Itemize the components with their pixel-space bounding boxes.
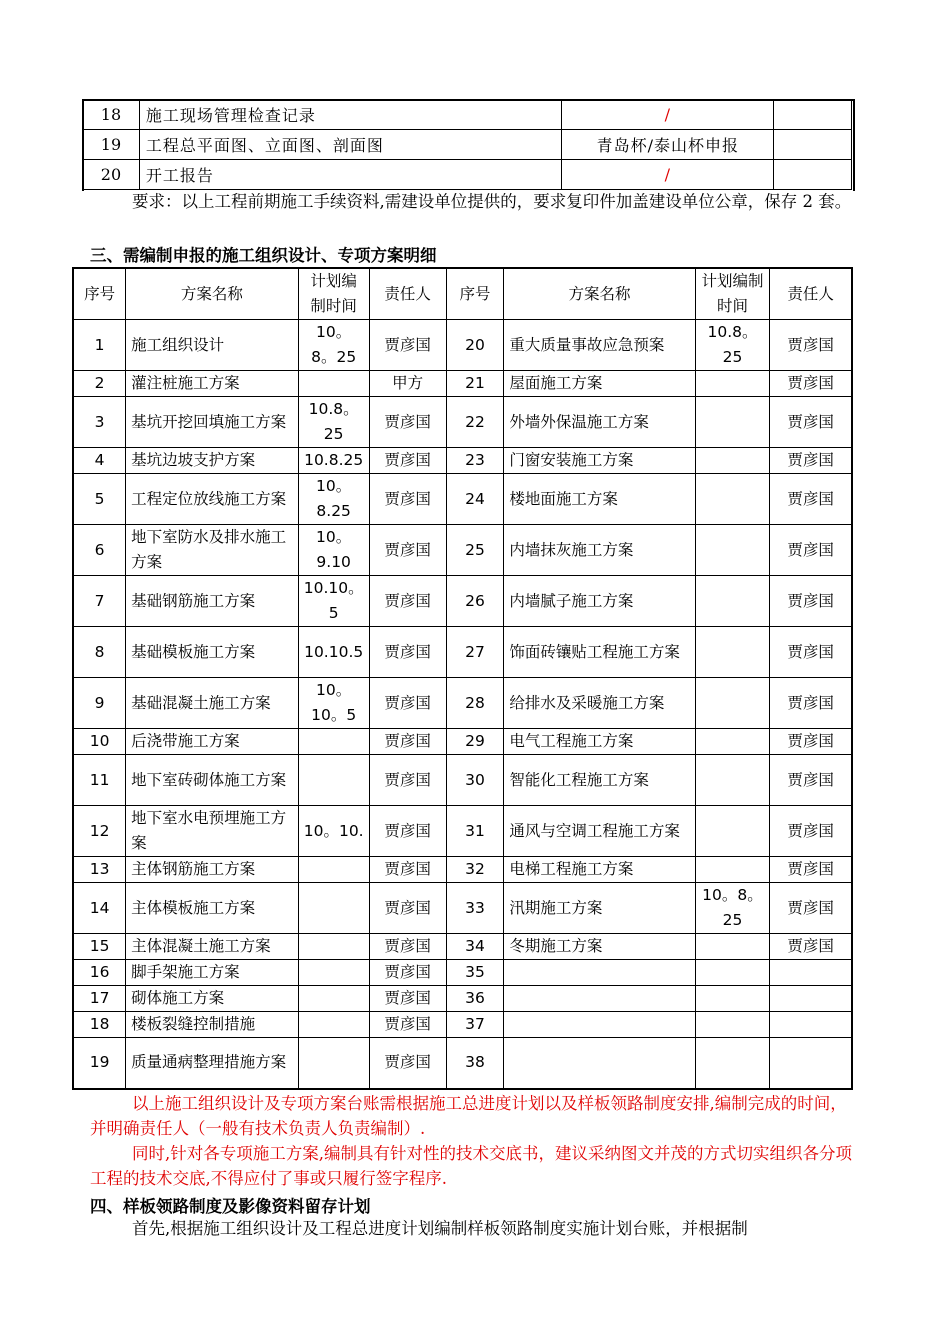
responsible-person: 贾彦国 (369, 320, 446, 371)
empty-cell (774, 100, 852, 130)
plan-time: 10.8.25 (298, 448, 369, 474)
table-row (73, 960, 852, 986)
plan-time (695, 729, 770, 755)
column-header: 序号 (73, 268, 126, 320)
plan-number: 21 (446, 371, 504, 397)
table-row (73, 576, 852, 627)
remark-cell: / (562, 160, 774, 190)
plan-time (695, 1012, 770, 1038)
plan-name: 给排水及采暖施工方案 (504, 678, 695, 729)
responsible-person: 贾彦国 (770, 755, 852, 806)
responsible-person: 贾彦国 (369, 1038, 446, 1089)
plan-number: 34 (446, 934, 504, 960)
table-row (73, 1012, 852, 1038)
plan-time (695, 397, 770, 448)
plan-name: 汛期施工方案 (504, 883, 695, 934)
responsible-person: 贾彦国 (770, 448, 852, 474)
plan-name: 地下室砖砌体施工方案 (126, 755, 299, 806)
plan-number: 18 (73, 1012, 126, 1038)
plan-time (298, 960, 369, 986)
plan-name: 主体模板施工方案 (126, 883, 299, 934)
plan-name: 脚手架施工方案 (126, 960, 299, 986)
plan-name: 重大质量事故应急预案 (504, 320, 695, 371)
plan-time: 10。10。5 (298, 678, 369, 729)
table-row (83, 100, 852, 130)
responsible-person: 贾彦国 (369, 986, 446, 1012)
table-row (73, 525, 852, 576)
responsible-person: 贾彦国 (369, 397, 446, 448)
plan-name: 基坑边坡支护方案 (126, 448, 299, 474)
column-header: 计划编制时间 (298, 268, 369, 320)
responsible-person (770, 986, 852, 1012)
responsible-person: 贾彦国 (770, 397, 852, 448)
plan-name (504, 1038, 695, 1089)
responsible-person: 贾彦国 (770, 627, 852, 678)
responsible-person: 贾彦国 (369, 1012, 446, 1038)
column-header: 方案名称 (504, 268, 695, 320)
plan-name: 砌体施工方案 (126, 986, 299, 1012)
table-row (73, 627, 852, 678)
responsible-person: 贾彦国 (369, 525, 446, 576)
plan-number: 23 (446, 448, 504, 474)
column-header: 方案名称 (126, 268, 299, 320)
responsible-person: 贾彦国 (770, 474, 852, 525)
responsible-person: 贾彦国 (369, 576, 446, 627)
plan-time (298, 1038, 369, 1089)
table-row (73, 857, 852, 883)
plan-name: 电梯工程施工方案 (504, 857, 695, 883)
plan-time (695, 960, 770, 986)
plan-time (695, 806, 770, 857)
plan-number: 19 (73, 1038, 126, 1089)
plan-number: 7 (73, 576, 126, 627)
remark-cell: 青岛杯/泰山杯申报 (562, 130, 774, 160)
responsible-person: 贾彦国 (369, 729, 446, 755)
responsible-person: 贾彦国 (770, 678, 852, 729)
plan-number: 24 (446, 474, 504, 525)
plan-number: 8 (73, 627, 126, 678)
responsible-person (770, 1012, 852, 1038)
plan-time: 10。8。25 (298, 320, 369, 371)
table-row (73, 806, 852, 857)
plan-number: 38 (446, 1038, 504, 1089)
plan-name: 基坑开挖回填施工方案 (126, 397, 299, 448)
plan-number: 12 (73, 806, 126, 857)
closing-paragraph: 首先,根据施工组织设计及工程总进度计划编制样板领路制度实施计划台账，并根据制 (132, 1219, 748, 1238)
responsible-person: 贾彦国 (369, 474, 446, 525)
plan-name: 智能化工程施工方案 (504, 755, 695, 806)
responsible-person (770, 960, 852, 986)
plan-time: 10.8。25 (695, 320, 770, 371)
table-row (83, 160, 852, 190)
plan-time: 10。8.25 (298, 474, 369, 525)
plan-name: 饰面砖镶贴工程施工方案 (504, 627, 695, 678)
table-row (73, 883, 852, 934)
plan-number: 26 (446, 576, 504, 627)
plan-name: 楼板裂缝控制措施 (126, 1012, 299, 1038)
plan-number: 6 (73, 525, 126, 576)
plan-time (298, 934, 369, 960)
plan-number: 15 (73, 934, 126, 960)
plan-number: 20 (446, 320, 504, 371)
responsible-person: 贾彦国 (369, 678, 446, 729)
table-row (73, 320, 852, 371)
plan-time: 10.10。5 (298, 576, 369, 627)
table-row (83, 130, 852, 160)
table-row (73, 755, 852, 806)
plan-number: 22 (446, 397, 504, 448)
table-row (73, 986, 852, 1012)
plan-number: 4 (73, 448, 126, 474)
plan-name: 地下室防水及排水施工方案 (126, 525, 299, 576)
plan-number: 1 (73, 320, 126, 371)
table-row (73, 371, 852, 397)
plan-time: 10.10.5 (298, 627, 369, 678)
row-number: 18 (83, 100, 140, 130)
prior-documents-table (82, 99, 852, 190)
section-3-heading: 三、需编制申报的施工组织设计、专项方案明细 (90, 246, 437, 265)
plan-number: 32 (446, 857, 504, 883)
empty-cell (774, 130, 852, 160)
plan-name: 楼地面施工方案 (504, 474, 695, 525)
plan-name (504, 960, 695, 986)
responsible-person: 贾彦国 (369, 448, 446, 474)
plan-name: 基础钢筋施工方案 (126, 576, 299, 627)
column-header: 序号 (446, 268, 504, 320)
responsible-person: 贾彦国 (770, 320, 852, 371)
table-row (73, 397, 852, 448)
header-row (73, 268, 852, 320)
column-header: 责任人 (770, 268, 852, 320)
plan-number: 35 (446, 960, 504, 986)
plan-time (695, 857, 770, 883)
plan-time (695, 627, 770, 678)
plan-time (695, 525, 770, 576)
plan-number: 5 (73, 474, 126, 525)
responsible-person (770, 1038, 852, 1089)
plan-time (298, 371, 369, 397)
plan-time (695, 576, 770, 627)
plan-name: 内墙腻子施工方案 (504, 576, 695, 627)
plan-number: 29 (446, 729, 504, 755)
plan-number: 13 (73, 857, 126, 883)
plan-name: 主体混凝土施工方案 (126, 934, 299, 960)
plan-name: 地下室水电预埋施工方案 (126, 806, 299, 857)
plan-name: 基础混凝土施工方案 (126, 678, 299, 729)
responsible-person: 贾彦国 (770, 576, 852, 627)
plan-name: 工程定位放线施工方案 (126, 474, 299, 525)
plan-number: 37 (446, 1012, 504, 1038)
row-number: 19 (83, 130, 140, 160)
plan-time (695, 371, 770, 397)
plan-number: 33 (446, 883, 504, 934)
responsible-person: 贾彦国 (369, 857, 446, 883)
plan-number: 17 (73, 986, 126, 1012)
plan-time (695, 1038, 770, 1089)
red-note-2: 同时,针对各专项施工方案,编制具有针对性的技术交底书，建议采纳图文并茂的方式切实组织各分项工程的技术交底,不得应付了事或只履行签字程序. (90, 1144, 852, 1188)
remark-cell: / (562, 100, 774, 130)
table-row (73, 474, 852, 525)
plan-number: 28 (446, 678, 504, 729)
responsible-person: 甲方 (369, 371, 446, 397)
plan-time (298, 729, 369, 755)
plan-number: 27 (446, 627, 504, 678)
plan-name: 主体钢筋施工方案 (126, 857, 299, 883)
plan-time (298, 986, 369, 1012)
table-row (73, 934, 852, 960)
table-row (73, 678, 852, 729)
plan-number: 9 (73, 678, 126, 729)
document-name: 施工现场管理检查记录 (139, 100, 561, 130)
document-name: 开工报告 (139, 160, 561, 190)
plan-name: 电气工程施工方案 (504, 729, 695, 755)
plan-time: 10。9.10 (298, 525, 369, 576)
plan-name: 内墙抹灰施工方案 (504, 525, 695, 576)
plan-time (695, 678, 770, 729)
responsible-person: 贾彦国 (770, 883, 852, 934)
column-header: 责任人 (369, 268, 446, 320)
plan-time (695, 755, 770, 806)
plan-name: 外墙外保温施工方案 (504, 397, 695, 448)
plan-number: 10 (73, 729, 126, 755)
plan-time (695, 448, 770, 474)
responsible-person: 贾彦国 (770, 934, 852, 960)
empty-cell (774, 160, 852, 190)
table-row (73, 448, 852, 474)
responsible-person: 贾彦国 (770, 806, 852, 857)
plan-time: 10.8。25 (298, 397, 369, 448)
plan-number: 25 (446, 525, 504, 576)
plan-name: 基础模板施工方案 (126, 627, 299, 678)
requirement-paragraph: 要求：以上工程前期施工手续资料,需建设单位提供的，要求复印件加盖建设单位公章，保存 2 套。 (132, 192, 852, 211)
responsible-person: 贾彦国 (770, 525, 852, 576)
plan-name: 屋面施工方案 (504, 371, 695, 397)
plan-name: 门窗安装施工方案 (504, 448, 695, 474)
plan-name: 灌注桩施工方案 (126, 371, 299, 397)
plan-number: 11 (73, 755, 126, 806)
plan-name: 后浇带施工方案 (126, 729, 299, 755)
responsible-person: 贾彦国 (369, 627, 446, 678)
plan-number: 3 (73, 397, 126, 448)
plan-time (298, 755, 369, 806)
plan-number: 2 (73, 371, 126, 397)
responsible-person: 贾彦国 (369, 806, 446, 857)
plan-name: 质量通病整理措施方案 (126, 1038, 299, 1089)
row-number: 20 (83, 160, 140, 190)
plan-time (298, 1012, 369, 1038)
responsible-person: 贾彦国 (770, 857, 852, 883)
plan-name (504, 1012, 695, 1038)
plan-name: 冬期施工方案 (504, 934, 695, 960)
plan-time (695, 934, 770, 960)
table-row (73, 729, 852, 755)
document-name: 工程总平面图、立面图、剖面图 (139, 130, 561, 160)
red-note-1: 以上施工组织设计及专项方案台账需根据施工总进度计划以及样板领路制度安排,编制完成的时间，并明确责任人（一般有技术负责人负责编制）. (90, 1094, 847, 1138)
plan-time (695, 474, 770, 525)
plan-name: 通风与空调工程施工方案 (504, 806, 695, 857)
responsible-person: 贾彦国 (770, 371, 852, 397)
plan-time (298, 857, 369, 883)
plan-number: 31 (446, 806, 504, 857)
plan-time (695, 986, 770, 1012)
responsible-person: 贾彦国 (369, 883, 446, 934)
plan-time: 10。8。25 (695, 883, 770, 934)
column-header: 计划编制时间 (695, 268, 770, 320)
plan-number: 30 (446, 755, 504, 806)
responsible-person: 贾彦国 (770, 729, 852, 755)
construction-plan-table (72, 267, 853, 1090)
plan-name (504, 986, 695, 1012)
plan-time (298, 883, 369, 934)
responsible-person: 贾彦国 (369, 755, 446, 806)
plan-name: 施工组织设计 (126, 320, 299, 371)
plan-number: 14 (73, 883, 126, 934)
plan-number: 16 (73, 960, 126, 986)
responsible-person: 贾彦国 (369, 934, 446, 960)
table-row (73, 1038, 852, 1089)
section-4-heading: 四、样板领路制度及影像资料留存计划 (90, 1197, 371, 1216)
responsible-person: 贾彦国 (369, 960, 446, 986)
plan-time: 10。10. (298, 806, 369, 857)
plan-number: 36 (446, 986, 504, 1012)
